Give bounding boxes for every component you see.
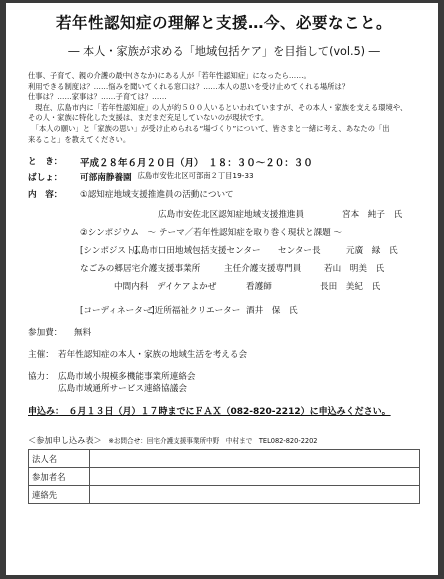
fee-row (28, 326, 420, 348)
panel-label: [シンポジスト] (80, 246, 138, 257)
fee-label: 参加費： (28, 328, 63, 339)
speaker-org: 広島市安佐北区認知症地域支援推進員 (158, 210, 305, 221)
support-line: 広島市域小規模多機能事業所連絡会 (58, 372, 196, 383)
form-row (29, 468, 420, 486)
flyer-page (6, 3, 438, 575)
panelist-row (28, 244, 420, 262)
intro-line: その人・家族に特化した支援は、まだまだ充足していないのが現状です。 (28, 113, 269, 123)
coordinator-org: ご近所福祉クリエーター (146, 306, 241, 317)
form-label: 法人名 (29, 450, 90, 468)
intro-line: 利用できる制度は？……悩みを聞いてくれる窓口は？……本人の思いを受け止めてくれる場所は？ (28, 81, 350, 91)
application-deadline: 申込み： ６月１３日（月）１７時までにＦＡＸ（082-820-2212）に申込みください。 (28, 407, 391, 418)
form-heading: ＜参加申し込み表＞ (28, 435, 102, 446)
form-row (29, 486, 420, 504)
datetime-label: と き： (28, 157, 63, 168)
panelist-org: 中間内科 デイケアよかぜ (114, 282, 217, 293)
venue-label: ばしょ： (28, 173, 63, 184)
panelist-name: 元廣 緑 氏 (346, 246, 398, 257)
support-block (28, 370, 420, 394)
content-item-1: ①認知症地域支援推進員の活動について (80, 190, 234, 201)
venue-name: 可部南静養園 (80, 173, 132, 184)
panelist-name: 長田 美紀 氏 (320, 282, 381, 293)
panelist-org: なごみの郷居宅介護支援事業所 (80, 264, 201, 275)
intro-line: 現在、広島市内に「若年性認知症」の人が約５００人いるといわれていますが、その本人・家族を支える環境や、 (28, 102, 408, 112)
symposium-row (28, 226, 420, 244)
datetime-value: 平成２８年６月２０日（月） １８：３０～２０：３０ (80, 158, 313, 170)
host-label: 主催： (28, 350, 54, 361)
corporation-name-field[interactable] (90, 450, 420, 468)
panelist-row (28, 280, 420, 298)
coordinator-label: [コーディネーター] (80, 306, 155, 317)
flyer-title: 若年性認知症の理解と支援…今、必要なこと。 (55, 14, 392, 32)
participant-name-field[interactable] (90, 468, 420, 486)
panelist-role: 主任介護支援専門員 (224, 264, 302, 275)
panelist-org: 広島市口田地域包括支援センター (132, 246, 261, 257)
form-label: 連絡先 (29, 486, 90, 504)
support-label: 協力： (28, 372, 54, 383)
form-row (29, 450, 420, 468)
event-details (28, 155, 420, 504)
support-line: 広島市域通所サービス連絡協議会 (58, 384, 187, 395)
intro-line: 仕事は？……家事は？……子育ては？…… (28, 92, 167, 102)
speaker-name: 宮本 純子 氏 (342, 210, 403, 221)
form-heading-row (28, 435, 420, 446)
panelist-role: センター長 (278, 246, 321, 257)
flyer-subtitle: ― 本人・家族が求める「地域包括ケア」を目指して(vol.5) ― (68, 45, 380, 58)
intro-line: 来ること」を教えてください。 (28, 134, 131, 144)
intro-line: 「本人の願い」と「家族の思い」が受け止められる“場づくり”について、皆さまと一緒に考え、あなたの「出 (28, 123, 390, 133)
content-item-2: ②シンポジウム ～ テーマ／若年性認知症を取り巻く現状と課題 ～ (80, 228, 343, 239)
contact-field[interactable] (90, 486, 420, 504)
form-label: 参加者名 (29, 468, 90, 486)
panelist-name: 若山 明美 氏 (324, 264, 385, 275)
contact-note: ※お問合せ：回宅介護支援事業所中野 中村まで TEL082-820-2202 (108, 437, 318, 446)
coordinator-row (28, 304, 420, 322)
fee-value: 無料 (74, 328, 92, 339)
coordinator-name: 酒井 保 氏 (246, 306, 298, 317)
panelist-role: 看護師 (246, 282, 272, 293)
registration-form (28, 449, 420, 504)
host-value: 若年性認知症の本人・家族の地域生活を考える会 (58, 350, 248, 361)
panelist-row (28, 262, 420, 280)
venue-address: 広島市安佐北区可部南２丁目19-33 (137, 171, 254, 181)
host-row (28, 348, 420, 370)
intro-text (28, 71, 420, 145)
intro-line: 仕事、子育て、親の介護の最中(さなか)にある人が「若年性認知症」になったら……。 (28, 71, 311, 80)
speaker-row (28, 208, 420, 226)
content-label: 内 容： (28, 190, 63, 201)
